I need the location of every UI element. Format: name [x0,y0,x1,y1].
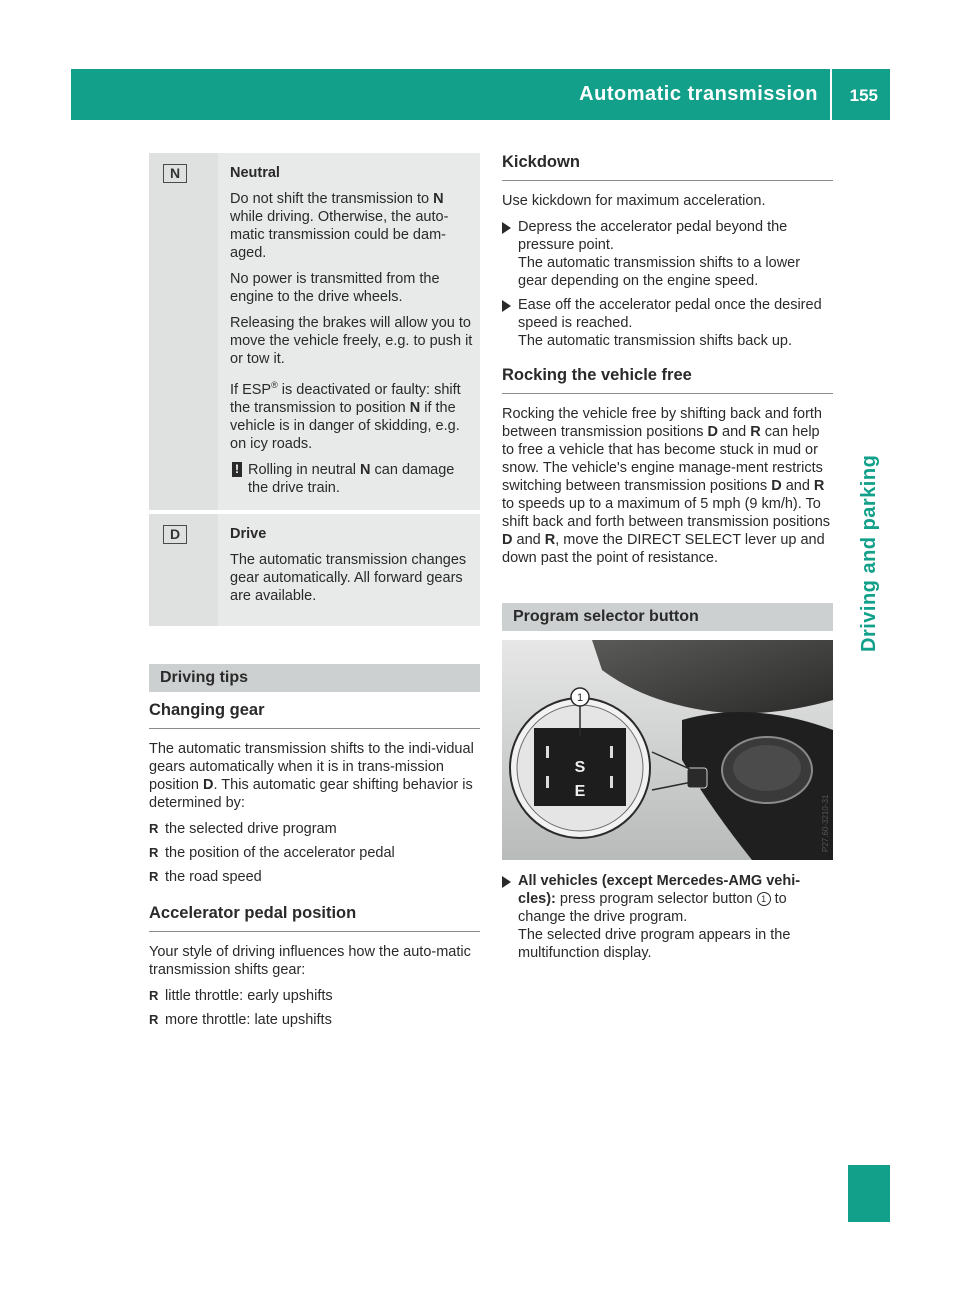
controller-knob-top [733,745,801,791]
gear-row-drive [149,514,480,626]
rocking-heading: Rocking the vehicle free [502,366,833,394]
right-column [502,153,833,968]
gear-description [218,514,480,626]
gear-row-neutral [149,153,480,510]
list-item [149,1011,480,1029]
panel-mark [546,776,549,788]
gear-letter: D [771,478,782,494]
text: and [781,478,814,494]
neutral-symbol-icon: N [163,164,187,183]
kickdown-intro: Use kickdown for maximum acceleration. [502,193,766,209]
list-item [149,820,480,838]
kickdown-steps [502,218,833,350]
program-selector-band: Program selector button [502,603,833,631]
paragraph: The automatic transmission changes gear automatically. All forward gears are available. [230,551,467,604]
selector-button [687,768,707,788]
drive-symbol-icon: D [163,525,187,544]
chapter-marker [848,1165,890,1222]
chapter-tab-label: Driving and parking [858,455,880,653]
economy-letter: E [574,783,586,800]
gear-name: Neutral [230,165,280,181]
text: while driving. Otherwise, the auto-matic transmission could be dam-aged. [230,209,449,261]
text: to speeds up to a maximum of 5 mph (9 km/h). To shift back and forth between transmission positions [502,496,831,530]
text: is deactivated or faulty: shift the transmission to position [230,381,461,416]
gear-letter: N [360,461,371,478]
gear-description [218,153,480,510]
step-item [502,296,833,350]
gear-letter: N [409,399,421,416]
step-result: The automatic transmission shifts to a lower gear depending on the engine speed. [518,255,801,289]
list-item-text: little throttle: early upshifts [165,987,333,1004]
header-divider [830,69,832,120]
gear-letter: R [544,532,556,548]
text: if the vehicle is in danger of skidding, e.g. on icy roads. [230,399,460,452]
gear-letter: R [750,424,761,440]
step-text: Ease off the accelerator pedal once the desired speed is reached. [518,297,822,331]
text: Rocking the vehicle free by shifting back and forth between transmission positions [502,406,822,440]
list-item [149,844,480,862]
text: can damage the drive train. [248,461,455,496]
callout-number: 1 [576,692,584,704]
text: can help to free a vehicle that has become stuck in mud or snow. The vehicle's engine manage-ment restricts switching between transmission positions [502,424,823,494]
step-result: The selected drive program appears in the multifunction display. [518,927,791,961]
text: press program selector button [555,891,757,907]
text: Do not shift the transmission to [230,191,434,207]
kickdown-heading: Kickdown [502,153,833,181]
bullet-icon: R [149,1011,159,1027]
damage-warning [230,461,474,497]
accelerator-heading: Accelerator pedal position [149,904,480,932]
list-item [149,987,480,1005]
text: and [718,424,751,440]
text: and [512,532,545,548]
list-item-text: the position of the accelerator pedal [165,844,395,861]
section-title: Automatic transmission [579,83,818,105]
gear-name: Drive [230,525,267,542]
bullet-icon: R [149,987,159,1003]
panel-mark [610,746,613,758]
driving-tips-band: Driving tips [149,664,480,692]
step-condition: All vehicles (except Mercedes-AMG vehi-cles): [518,873,801,907]
page-header [71,69,890,120]
sport-letter: S [574,759,586,776]
bullet-icon: R [149,820,159,836]
list-item [149,868,480,886]
bullet-icon: R [149,844,159,860]
gear-letter: D [203,776,214,793]
text: . This automatic gear shifting behavior is determined by: [149,776,473,811]
page-number: 155 [849,86,878,105]
paragraph: Releasing the brakes will allow you to move the vehicle freely, e.g. to push it or tow it. [230,315,473,367]
paragraph [230,376,474,453]
rocking-paragraph [502,405,833,567]
gear-letter: D [502,532,513,548]
text: If ESP [230,381,272,398]
step-text: Depress the accelerator pedal beyond the pressure point. [518,219,788,253]
throttle-list [149,987,480,1029]
gear-symbol-cell [149,514,218,626]
accelerator-intro: Your style of driving influences how the auto-matic transmission shifts gear: [149,943,471,978]
gear-table [149,153,480,626]
registered-mark: ® [271,380,278,390]
panel-mark [546,746,549,758]
gear-letter: D [707,424,719,440]
program-selector-photo [502,640,833,860]
step-result: The automatic transmission shifts back up. [518,333,793,349]
step-item [502,872,833,962]
bullet-icon: R [149,868,159,884]
gear-letter: N [433,191,444,207]
paragraph [230,190,474,262]
list-item-text: the selected drive program [165,820,337,837]
step-item [502,218,833,290]
chapter-tab [848,145,890,1159]
image-code: P27.60-3210-31 [821,794,830,852]
list-item-text: the road speed [165,868,262,885]
program-selector-steps [502,872,833,962]
left-column [149,153,480,1035]
gear-symbol-cell [149,153,218,510]
paragraph: No power is transmitted from the engine to the drive wheels. [230,271,440,305]
callout-ref [757,891,771,907]
text: to change the drive program. [518,891,787,925]
panel-mark [610,776,613,788]
warning-icon: ! [232,462,242,477]
list-item-text: more throttle: late upshifts [165,1011,332,1028]
text: The automatic transmission shifts to the indi-vidual gears automatically when it is in trans-mission position [149,740,474,793]
changing-gear-heading: Changing gear [149,701,480,729]
gear-letter: R [813,478,825,494]
text: Rolling in neutral [248,461,361,478]
step-arrow-icon [502,300,511,312]
callout-number: 1 [757,892,771,906]
console-illustration [502,640,833,860]
step-arrow-icon [502,222,511,234]
shift-factors-list [149,820,480,886]
changing-gear-intro [149,740,480,812]
text: , move the DIRECT SELECT lever up and down past the point of resistance. [502,532,825,566]
step-arrow-icon [502,876,511,888]
